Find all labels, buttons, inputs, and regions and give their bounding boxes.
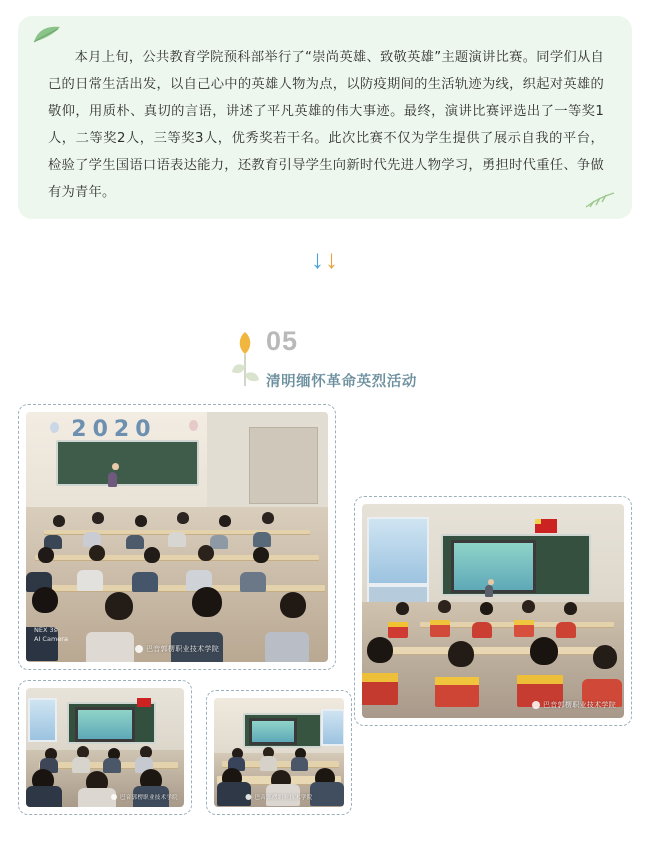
institution-watermark <box>135 644 219 654</box>
arrow-down-orange-icon: ↓ <box>325 244 339 274</box>
photo-inner <box>214 698 344 807</box>
institution-watermark <box>111 793 178 801</box>
watermark-logo-icon <box>532 701 540 709</box>
watermark-logo-icon <box>135 645 143 653</box>
classroom-scene <box>214 698 344 807</box>
photo-classroom-screen-small[interactable] <box>18 680 192 815</box>
photo-inner <box>26 688 184 807</box>
camera-watermark: NEX 3s AI Camera <box>34 626 68 643</box>
section-divider-arrows <box>0 246 650 272</box>
leaf-icon <box>32 24 62 46</box>
flower-icon <box>228 328 262 390</box>
section-heading <box>228 328 588 398</box>
photo-inner <box>362 504 624 718</box>
section-number: 05 <box>266 326 299 356</box>
photo-classroom-projector-flag[interactable] <box>354 496 632 726</box>
article-paragraph: 本月上旬，公共教育学院预科部举行了“崇尚英雄、致敬英雄”主题演讲比赛。同学们从自己的日常生活出发，以自己心中的英雄人物为点，以防疫期间的生活轨迹为线，织起对英雄的敬仰，用质朴、真切的言语，讲述了平凡英雄的伟大事迹。最终，演讲比赛评选出了一等奖1人，二等奖2人，三等奖3人，优秀奖若干名。此次比赛不仅为学生提供了展示自我的平台，检验了学生国语口语表达能力，还教育引导学生向新时代先进人物学习，勇担时代重任、争做有为青年。 <box>48 50 604 200</box>
photo-classroom-lecture-2020[interactable] <box>18 404 336 670</box>
watermark-text: 巴音郭楞职业技术学院 <box>119 795 178 801</box>
watermark-logo-icon <box>111 794 117 800</box>
watermark-text: 巴音郭楞职业技术学院 <box>543 701 616 709</box>
institution-watermark <box>532 700 616 710</box>
article-card <box>18 16 632 219</box>
watermark-text: 巴音郭楞职业技术学院 <box>146 645 219 653</box>
watermark-text: 巴音郭楞职业技术学院 <box>254 795 313 801</box>
classroom-scene: 2020 <box>26 412 328 662</box>
watermark-logo-icon <box>245 794 251 800</box>
classroom-scene <box>26 688 184 807</box>
institution-watermark <box>245 793 312 801</box>
leaf-sprig-icon <box>570 189 616 211</box>
classroom-scene <box>362 504 624 718</box>
arrow-down-blue-icon: ↓ <box>311 244 325 274</box>
photo-inner <box>26 412 328 662</box>
section-title: 清明缅怀革命英烈活动 <box>266 374 417 390</box>
photo-classroom-desks-small[interactable] <box>206 690 352 815</box>
